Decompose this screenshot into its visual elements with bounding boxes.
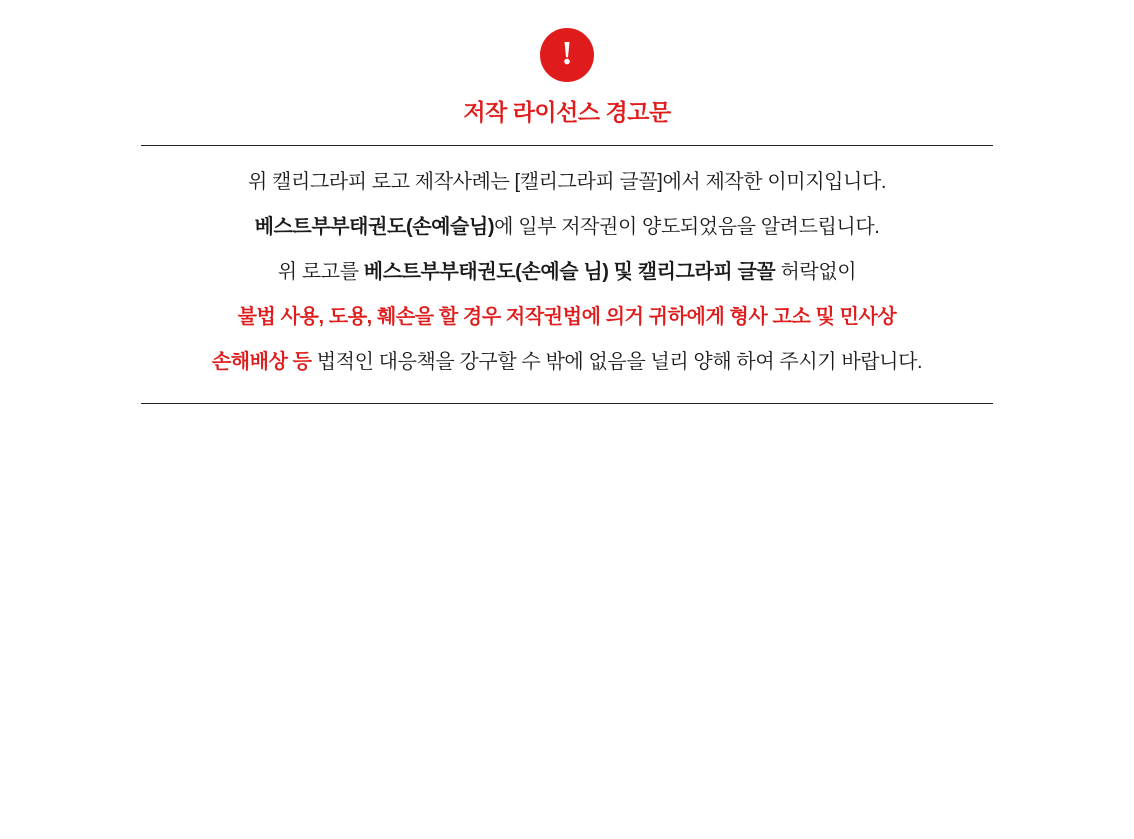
notice-line-segment: 법적인 대응책을 강구할 수 밖에 없음을 널리 양해 하여 주시기 바랍니다. xyxy=(311,351,923,373)
notice-line-segment: 위 캘리그라피 로고 제작사례는 [캘리그라피 글꼴]에서 제작한 이미지입니다. xyxy=(247,171,887,193)
notice-line xyxy=(141,205,993,250)
notice-line-segment: 에 일부 저작권이 양도되었음을 알려드립니다. xyxy=(494,216,880,238)
exclamation-warning-icon xyxy=(540,28,594,82)
notice-line-segment: 베스트부부태권도(손예슬님) xyxy=(254,216,495,238)
warning-icon-glyph: ! xyxy=(561,35,573,72)
notice-body xyxy=(141,145,993,404)
notice-line xyxy=(141,295,993,340)
notice-line-segment: 손해배상 등 xyxy=(211,351,312,373)
notice-header xyxy=(0,0,1134,127)
copyright-warning-notice xyxy=(0,0,1134,404)
notice-line-segment: 베스트부부태권도(손예슬 님) 및 캘리그라피 글꼴 xyxy=(363,261,776,283)
notice-line xyxy=(141,340,993,385)
notice-line-segment: 불법 사용, 도용, 훼손을 할 경우 저작권법에 의거 귀하에게 형사 고소 및 민사상 xyxy=(237,306,897,328)
notice-line xyxy=(141,250,993,295)
notice-line xyxy=(141,160,993,205)
notice-line-segment: 위 로고를 xyxy=(277,261,364,283)
notice-line-segment: 허락없이 xyxy=(775,261,857,283)
page-title: 저작 라이선스 경고문 xyxy=(463,99,671,125)
